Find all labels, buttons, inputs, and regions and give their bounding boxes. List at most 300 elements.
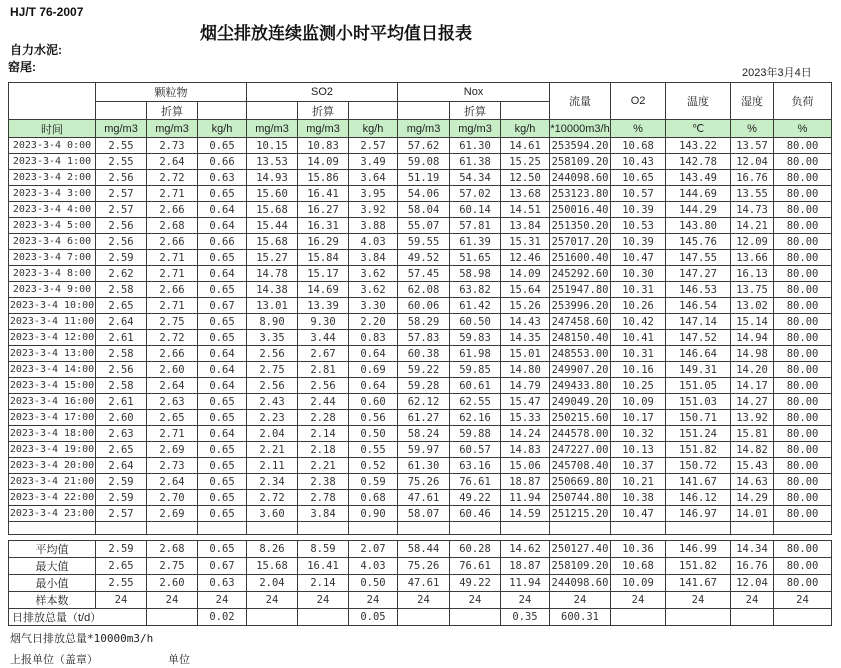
cell-value: 250669.80 [550, 474, 611, 490]
cell-value: 0.65 [198, 282, 247, 298]
table-row [9, 442, 832, 458]
cell-value: 57.62 [398, 138, 450, 154]
cell-value: 59.97 [398, 442, 450, 458]
cell-value: 2.73 [147, 458, 198, 474]
cell-value: 10.36 [611, 541, 666, 558]
unit-cell: kg/h [349, 120, 398, 138]
cell-value: 61.30 [398, 458, 450, 474]
cell-value: 0.90 [349, 506, 398, 522]
cell-value: 24 [147, 592, 198, 609]
table-row [9, 186, 832, 202]
cell-value: 10.38 [611, 490, 666, 506]
row-time: 2023-3-4 21:00 [9, 474, 96, 490]
cell-value: 0.63 [198, 575, 247, 592]
unit-cell: % [774, 120, 832, 138]
cell-value: 14.24 [501, 426, 550, 442]
cell-value: 2.71 [147, 298, 198, 314]
cell-value: 2.23 [247, 410, 298, 426]
cell-value: 14.17 [731, 378, 774, 394]
row-time: 2023-3-4 10:00 [9, 298, 96, 314]
cell-value: 80.00 [774, 474, 832, 490]
unit-cell: mg/m3 [398, 120, 450, 138]
cell-value: 61.30 [450, 138, 501, 154]
cell-value: 2.55 [96, 575, 147, 592]
cell-value: 146.99 [666, 541, 731, 558]
cell-value: 80.00 [774, 138, 832, 154]
cell-value: 144.29 [666, 202, 731, 218]
table-row [9, 266, 832, 282]
row-time: 2023-3-4 11:00 [9, 314, 96, 330]
cell-value: 2.64 [147, 154, 198, 170]
unit-cell: % [731, 120, 774, 138]
row-time: 2023-3-4 8:00 [9, 266, 96, 282]
cell-value: 2.21 [298, 458, 349, 474]
cell-value: 0.64 [349, 346, 398, 362]
cell-value: 80.00 [774, 346, 832, 362]
cell-value: 2.66 [147, 202, 198, 218]
cell-value: 14.61 [501, 138, 550, 154]
cell-value: 60.46 [450, 506, 501, 522]
cell-value: 15.43 [731, 458, 774, 474]
cell-value: 15.47 [501, 394, 550, 410]
empty-cell [96, 522, 147, 535]
cell-value: 10.15 [247, 138, 298, 154]
cell-value: 2.38 [298, 474, 349, 490]
cell-value: 2.04 [247, 575, 298, 592]
cell-value: 12.04 [731, 154, 774, 170]
cell-value: 2.60 [147, 575, 198, 592]
table-row [9, 410, 832, 426]
cell-value: 2.34 [247, 474, 298, 490]
cell-value: 2.57 [96, 202, 147, 218]
cell-value: 4.03 [349, 558, 398, 575]
cell-value: 253594.20 [550, 138, 611, 154]
cell-value: 0.67 [198, 298, 247, 314]
cell-value: 24 [666, 592, 731, 609]
cell-value: 2.56 [96, 170, 147, 186]
row-time: 2023-3-4 0:00 [9, 138, 96, 154]
cell-value: 2.56 [298, 378, 349, 394]
cell-value: 0.59 [349, 474, 398, 490]
cell-value: 13.01 [247, 298, 298, 314]
cell-value: 10.47 [611, 250, 666, 266]
cell-value: 3.95 [349, 186, 398, 202]
cell-value: 2.72 [147, 330, 198, 346]
cell-value: 151.05 [666, 378, 731, 394]
cell-value: 15.17 [298, 266, 349, 282]
empty-cell [9, 522, 96, 535]
cell-value: 13.57 [731, 138, 774, 154]
table-row [9, 250, 832, 266]
cell-value: 80.00 [774, 558, 832, 575]
report-date: 2023年3月4日 [742, 67, 812, 79]
cell-value: 8.90 [247, 314, 298, 330]
cell-value: 58.04 [398, 202, 450, 218]
location-label: 窑尾: [8, 60, 36, 74]
cell-value: 80.00 [774, 202, 832, 218]
cell-value: 80.00 [774, 298, 832, 314]
cell-value: 0.55 [349, 442, 398, 458]
cell-value: 2.57 [96, 186, 147, 202]
cell-value: 4.03 [349, 234, 398, 250]
cell-value: 14.63 [731, 474, 774, 490]
cell-value: 61.38 [450, 154, 501, 170]
cell-value: 0.65 [198, 186, 247, 202]
cell-value: 257017.20 [550, 234, 611, 250]
cell-value: 24 [501, 592, 550, 609]
cell-value: 10.83 [298, 138, 349, 154]
cell-value: 258109.20 [550, 154, 611, 170]
cell-value: 2.65 [96, 442, 147, 458]
cell-value: 24 [298, 592, 349, 609]
cell-value: 0.65 [198, 506, 247, 522]
cell-value: 10.41 [611, 330, 666, 346]
cell-value: 2.56 [96, 234, 147, 250]
table-row [9, 506, 832, 522]
cell-value: 142.78 [666, 154, 731, 170]
cell-value: 57.81 [450, 218, 501, 234]
cell-value: 80.00 [774, 330, 832, 346]
table-row [9, 378, 832, 394]
summary-table [8, 540, 832, 626]
cell-value: 76.61 [450, 558, 501, 575]
unit-label: 单位 [168, 654, 190, 666]
cell-value: 151.24 [666, 426, 731, 442]
converted-label: 折算 [147, 102, 198, 120]
cell-value: 10.16 [611, 362, 666, 378]
cell-value: 14.29 [731, 490, 774, 506]
cell-value: 0.65 [198, 541, 247, 558]
cell-value: 2.64 [147, 378, 198, 394]
table-row [9, 346, 832, 362]
cell-value: 60.06 [398, 298, 450, 314]
cell-value: 58.98 [450, 266, 501, 282]
cell-value: 75.26 [398, 558, 450, 575]
table-row [9, 458, 832, 474]
cell-value: 15.27 [247, 250, 298, 266]
cell-value: 60.61 [450, 378, 501, 394]
cell-value: 2.21 [247, 442, 298, 458]
row-time: 2023-3-4 12:00 [9, 330, 96, 346]
cell-value: 10.26 [611, 298, 666, 314]
unit-cell: mg/m3 [247, 120, 298, 138]
group-particulate: 颗粒物 [96, 83, 247, 102]
cell-value: 0.63 [198, 170, 247, 186]
cell-value: 10.47 [611, 506, 666, 522]
col-load: 负荷 [774, 83, 832, 120]
empty-cell [247, 609, 298, 626]
cell-value: 16.41 [298, 558, 349, 575]
cell-value: 10.09 [611, 575, 666, 592]
cell-value: 244098.60 [550, 170, 611, 186]
cell-value: 143.80 [666, 218, 731, 234]
cell-value: 2.67 [298, 346, 349, 362]
cell-value: 151.82 [666, 558, 731, 575]
cell-value: 245708.40 [550, 458, 611, 474]
cell-value: 3.62 [349, 282, 398, 298]
cell-value: 60.50 [450, 314, 501, 330]
cell-value: 0.65 [198, 314, 247, 330]
cell-value: 10.37 [611, 458, 666, 474]
cell-value: 10.32 [611, 426, 666, 442]
cell-value: 59.55 [398, 234, 450, 250]
cell-value: 3.35 [247, 330, 298, 346]
cell-value: 143.49 [666, 170, 731, 186]
cell-value: 0.66 [198, 234, 247, 250]
cell-value: 14.93 [247, 170, 298, 186]
cell-value: 13.02 [731, 298, 774, 314]
cell-value: 2.68 [147, 541, 198, 558]
header-group-row [9, 83, 832, 102]
cell-value: 80.00 [774, 250, 832, 266]
cell-value: 80.00 [774, 378, 832, 394]
cell-value: 0.64 [198, 346, 247, 362]
cell-value: 3.30 [349, 298, 398, 314]
cell-value: 250016.40 [550, 202, 611, 218]
cell-value: 60.38 [398, 346, 450, 362]
cell-value: 15.44 [247, 218, 298, 234]
cell-value: 249433.80 [550, 378, 611, 394]
cell-value: 15.86 [298, 170, 349, 186]
row-time: 2023-3-4 1:00 [9, 154, 96, 170]
cell-value: 2.60 [147, 362, 198, 378]
cell-value: 0.66 [198, 154, 247, 170]
cell-value: 61.27 [398, 410, 450, 426]
row-time: 2023-3-4 18:00 [9, 426, 96, 442]
table-row [9, 330, 832, 346]
cell-value: 3.64 [349, 170, 398, 186]
cell-value: 63.82 [450, 282, 501, 298]
cell-value: 2.66 [147, 234, 198, 250]
cell-value: 0.64 [198, 202, 247, 218]
empty-cell [298, 609, 349, 626]
row-time: 2023-3-4 3:00 [9, 186, 96, 202]
cell-value: 0.65 [198, 458, 247, 474]
cell-value: 10.68 [611, 138, 666, 154]
cell-value: 2.14 [298, 426, 349, 442]
cell-value: 58.29 [398, 314, 450, 330]
row-time: 2023-3-4 15:00 [9, 378, 96, 394]
cell-value: 247227.00 [550, 442, 611, 458]
empty-cell [450, 609, 501, 626]
unit-cell: mg/m3 [450, 120, 501, 138]
cell-value: 14.59 [501, 506, 550, 522]
cell-value: 80.00 [774, 218, 832, 234]
cell-value: 141.67 [666, 474, 731, 490]
cell-value: 0.65 [198, 250, 247, 266]
cell-value: 2.14 [298, 575, 349, 592]
cell-value: 253123.80 [550, 186, 611, 202]
row-time: 2023-3-4 9:00 [9, 282, 96, 298]
cell-value: 147.55 [666, 250, 731, 266]
cell-value: 15.01 [501, 346, 550, 362]
cell-value: 2.56 [247, 378, 298, 394]
cell-value: 15.31 [501, 234, 550, 250]
cell-value: 24 [450, 592, 501, 609]
cell-value: 3.84 [349, 250, 398, 266]
cell-value: 2.66 [147, 346, 198, 362]
cell-value: 18.87 [501, 558, 550, 575]
cell-value: 2.73 [147, 138, 198, 154]
cell-value: 14.35 [501, 330, 550, 346]
cell-value: 146.64 [666, 346, 731, 362]
header-units-row [9, 120, 832, 138]
cell-value: 2.65 [96, 558, 147, 575]
cell-value: 12.46 [501, 250, 550, 266]
empty-cell [198, 522, 247, 535]
cell-value: 14.27 [731, 394, 774, 410]
cell-value: 251215.20 [550, 506, 611, 522]
cell-value: 15.68 [247, 558, 298, 575]
cell-value: 24 [611, 592, 666, 609]
summary-row [9, 592, 832, 609]
converted-label: 折算 [450, 102, 501, 120]
cell-value: 14.62 [501, 541, 550, 558]
cell-value: 10.53 [611, 218, 666, 234]
cell-value: 2.57 [349, 138, 398, 154]
cell-value: 0.64 [349, 378, 398, 394]
cell-value: 12.04 [731, 575, 774, 592]
row-time: 2023-3-4 19:00 [9, 442, 96, 458]
cell-value: 2.55 [96, 154, 147, 170]
empty-cell [666, 522, 731, 535]
cell-value: 10.17 [611, 410, 666, 426]
cell-value: 80.00 [774, 266, 832, 282]
cell-value: 55.07 [398, 218, 450, 234]
cell-value: 10.43 [611, 154, 666, 170]
summary-label: 最大值 [9, 558, 96, 575]
cell-value: 57.02 [450, 186, 501, 202]
col-temperature: 温度 [666, 83, 731, 120]
cell-value: 250744.80 [550, 490, 611, 506]
cell-value: 2.43 [247, 394, 298, 410]
page-title: 烟尘排放连续监测小时平均值日报表 [200, 24, 472, 43]
cell-value: 24 [96, 592, 147, 609]
cell-value: 2.81 [298, 362, 349, 378]
cell-value: 14.01 [731, 506, 774, 522]
cell-value: 2.58 [96, 346, 147, 362]
cell-value: 13.84 [501, 218, 550, 234]
cell-value: 80.00 [774, 154, 832, 170]
standard-code: HJ/T 76-2007 [10, 5, 84, 19]
daily-total-nox-kgh: 0.35 [501, 609, 550, 626]
cell-value: 0.60 [349, 394, 398, 410]
empty-cell [147, 609, 198, 626]
row-time: 2023-3-4 2:00 [9, 170, 96, 186]
cell-value: 16.31 [298, 218, 349, 234]
empty-cell [398, 522, 450, 535]
cell-value: 2.63 [96, 426, 147, 442]
cell-value: 2.63 [147, 394, 198, 410]
cell-value: 146.12 [666, 490, 731, 506]
cell-value: 249049.20 [550, 394, 611, 410]
cell-value: 16.76 [731, 558, 774, 575]
cell-value: 13.75 [731, 282, 774, 298]
cell-value: 62.55 [450, 394, 501, 410]
cell-value: 14.83 [501, 442, 550, 458]
cell-value: 3.84 [298, 506, 349, 522]
cell-value: 14.79 [501, 378, 550, 394]
cell-value: 24 [731, 592, 774, 609]
cell-value: 61.39 [450, 234, 501, 250]
cell-value: 2.62 [96, 266, 147, 282]
summary-row [9, 541, 832, 558]
cell-value: 3.88 [349, 218, 398, 234]
daily-total-label: 日排放总量（t/d） [9, 609, 147, 626]
cell-value: 61.42 [450, 298, 501, 314]
cell-value: 8.26 [247, 541, 298, 558]
cell-value: 253996.20 [550, 298, 611, 314]
cell-value: 0.64 [198, 362, 247, 378]
report-unit-label: 上报单位（盖章） [10, 654, 98, 666]
cell-value: 2.72 [247, 490, 298, 506]
cell-value: 80.00 [774, 442, 832, 458]
unit-cell: mg/m3 [298, 120, 349, 138]
cell-value: 2.59 [96, 250, 147, 266]
empty-cell [550, 522, 611, 535]
cell-value: 244098.60 [550, 575, 611, 592]
cell-value: 24 [398, 592, 450, 609]
cell-value: 13.66 [731, 250, 774, 266]
unit-cell: kg/h [501, 120, 550, 138]
cell-value: 10.65 [611, 170, 666, 186]
cell-value: 80.00 [774, 282, 832, 298]
cell-value: 57.45 [398, 266, 450, 282]
cell-value: 10.25 [611, 378, 666, 394]
cell-value: 249907.20 [550, 362, 611, 378]
cell-value: 0.64 [198, 218, 247, 234]
empty-cell [147, 522, 198, 535]
cell-value: 80.00 [774, 314, 832, 330]
cell-value: 16.41 [298, 186, 349, 202]
cell-value: 15.25 [501, 154, 550, 170]
cell-value: 16.27 [298, 202, 349, 218]
cell-value: 2.71 [147, 250, 198, 266]
cell-value: 14.34 [731, 541, 774, 558]
table-row [9, 234, 832, 250]
cell-value: 14.09 [298, 154, 349, 170]
cell-value: 0.64 [198, 266, 247, 282]
cell-value: 14.69 [298, 282, 349, 298]
cell-value: 14.51 [501, 202, 550, 218]
cell-value: 146.97 [666, 506, 731, 522]
cell-value: 150.71 [666, 410, 731, 426]
cell-value: 2.55 [96, 138, 147, 154]
table-row [9, 154, 832, 170]
cell-value: 24 [349, 592, 398, 609]
cell-value: 2.07 [349, 541, 398, 558]
cell-value: 2.75 [247, 362, 298, 378]
cell-value: 0.67 [198, 558, 247, 575]
cell-value: 80.00 [774, 186, 832, 202]
row-time: 2023-3-4 6:00 [9, 234, 96, 250]
cell-value: 80.00 [774, 170, 832, 186]
col-o2: O2 [611, 83, 666, 120]
cell-value: 0.50 [349, 575, 398, 592]
cell-value: 15.81 [731, 426, 774, 442]
cell-value: 80.00 [774, 362, 832, 378]
cell-value: 2.20 [349, 314, 398, 330]
cell-value: 54.06 [398, 186, 450, 202]
cell-value: 2.56 [247, 346, 298, 362]
cell-value: 10.39 [611, 202, 666, 218]
cell-value: 59.22 [398, 362, 450, 378]
cell-value: 51.19 [398, 170, 450, 186]
cell-value: 141.67 [666, 575, 731, 592]
cell-value: 150.72 [666, 458, 731, 474]
unit-cell: *10000m3/h [550, 120, 611, 138]
cell-value: 2.71 [147, 186, 198, 202]
